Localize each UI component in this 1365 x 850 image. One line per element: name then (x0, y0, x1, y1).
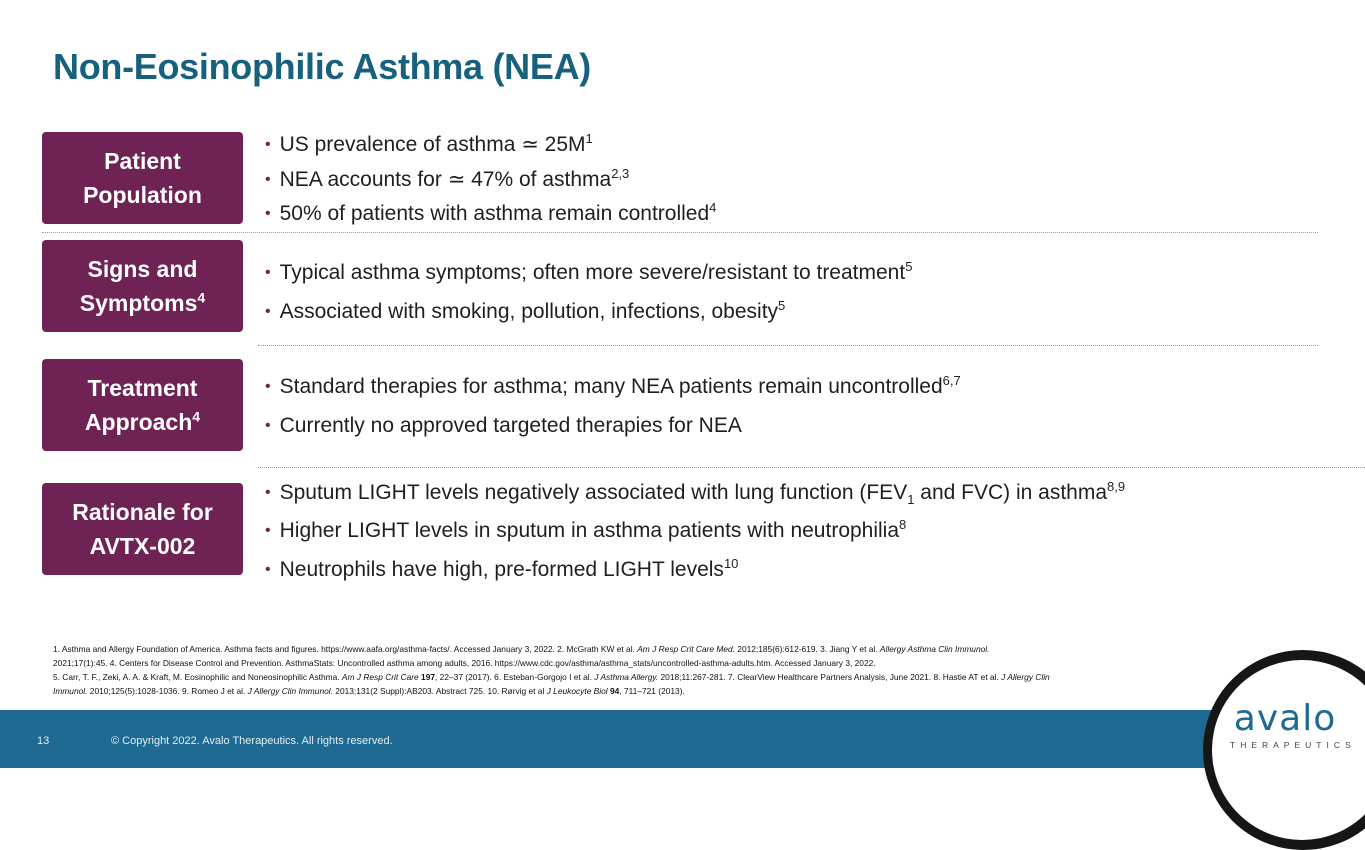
footer-bar (0, 710, 1365, 768)
section-label-signs-symptoms (42, 240, 243, 332)
bullet-item: • Standard therapies for asthma; many NEA patients remain uncontrolled$^{6,7}$ (265, 373, 961, 398)
bullet-item: • 50% of patients with asthma remain controlled$^4$ (265, 200, 717, 225)
bullet-icon: • (265, 136, 271, 153)
reference-line: 5. Carr, T. F., Zeki, A. A. & Kraft, M. Eosinophilic and Noneosinophilic Asthma. Am J Resp Crit Care 197, 22–37 (2017). 6. Esteban-Gorgojo I et al. J Asthma Allergy. 2018;11:267-281. 7. ClearView Healthcare Partners Analysis, June 2021. 8. Hastie AT et al. J Allergy Clin (53, 672, 1050, 682)
label-line: Symptoms$^4$ (79, 289, 206, 316)
label-line: Patient (104, 148, 181, 174)
page-number: 13 (37, 735, 50, 747)
bullet-icon: • (265, 378, 271, 395)
bullet-icon: • (265, 303, 271, 320)
bullet-item: • Typical asthma symptoms; often more severe/resistant to treatment$^5$ (265, 259, 913, 284)
reference-line: 2021;17(1):45. 4. Centers for Disease Control and Prevention. AsthmaStats: Uncontrolled asthma among adults, 2016. https://www.cdc.gov/asthma/asthma_stats/uncontrolled-asthma-adults.htm. Accessed January 3, 2022. (53, 658, 876, 668)
bullet-item: • US prevalence of asthma ≃ $25M^1$ (265, 131, 593, 156)
bullet-item: • Currently no approved targeted therapies for NEA (265, 414, 742, 437)
company-logo (1230, 698, 1356, 750)
logo-wordmark: avalo (1233, 698, 1337, 739)
bullet-icon: • (265, 522, 271, 539)
bullet-icon: • (265, 171, 271, 188)
section-label-rationale (42, 483, 243, 575)
label-line: AVTX-002 (89, 533, 196, 559)
section-divider (258, 467, 1365, 468)
section-divider (42, 232, 1318, 233)
label-line: Signs and (87, 256, 198, 282)
page-title: Non-Eosinophilic Asthma (NEA) (53, 46, 591, 87)
label-line: Rationale for (72, 499, 213, 525)
label-line: Approach$^4$ (84, 408, 201, 435)
references (53, 642, 1233, 698)
label-line: Population (83, 182, 202, 208)
bullet-icon: • (265, 484, 271, 501)
bullet-item: • Neutrophils have high, pre-formed LIGHT levels$^{10}$ (265, 556, 739, 581)
section-divider (258, 345, 1318, 346)
bullet-item: • NEA accounts for ≃ 47% of asthma$^{2,3}$ (265, 166, 630, 191)
bullet-icon: • (265, 561, 271, 578)
section-label-treatment-approach (42, 359, 243, 451)
label-line: Treatment (87, 375, 198, 401)
reference-line: Immunol. 2010;125(5):1028-1036. 9. Romeo J et al. J Allergy Clin Immunol. 2013;131(2 Suppl):AB203. Abstract 725. 10. Rørvig et al J Leukocyte Biol 94, 711–721 (2013). (53, 686, 685, 696)
logo-tagline: THERAPEUTICS (1230, 740, 1356, 750)
section-label-patient-population (42, 132, 243, 224)
bullet-item: • Sputum LIGHT levels negatively associated with lung function ($FEV_1$ and FVC) in asthma$^{8,9}$ (265, 479, 1126, 508)
bullet-icon: • (265, 264, 271, 281)
bullet-icon: • (265, 417, 271, 434)
copyright-text: © Copyright 2022. Avalo Therapeutics. All rights reserved. (111, 735, 393, 747)
bullet-item: • Higher LIGHT levels in sputum in asthma patients with neutrophilia$^8$ (265, 517, 907, 542)
bullet-item: • Associated with smoking, pollution, infections, obesity$^5$ (265, 298, 786, 323)
bullet-icon: • (265, 205, 271, 222)
reference-line: 1. Asthma and Allergy Foundation of America. Asthma facts and figures. https://www.aafa.org/asthma-facts/. Accessed January 3, 2022. 2. McGrath KW et al. Am J Resp Crit Care Med. 2012;185(6):612-619. 3. Jiang Y et al. Allergy Asthma Clin Immunol. (53, 644, 990, 654)
